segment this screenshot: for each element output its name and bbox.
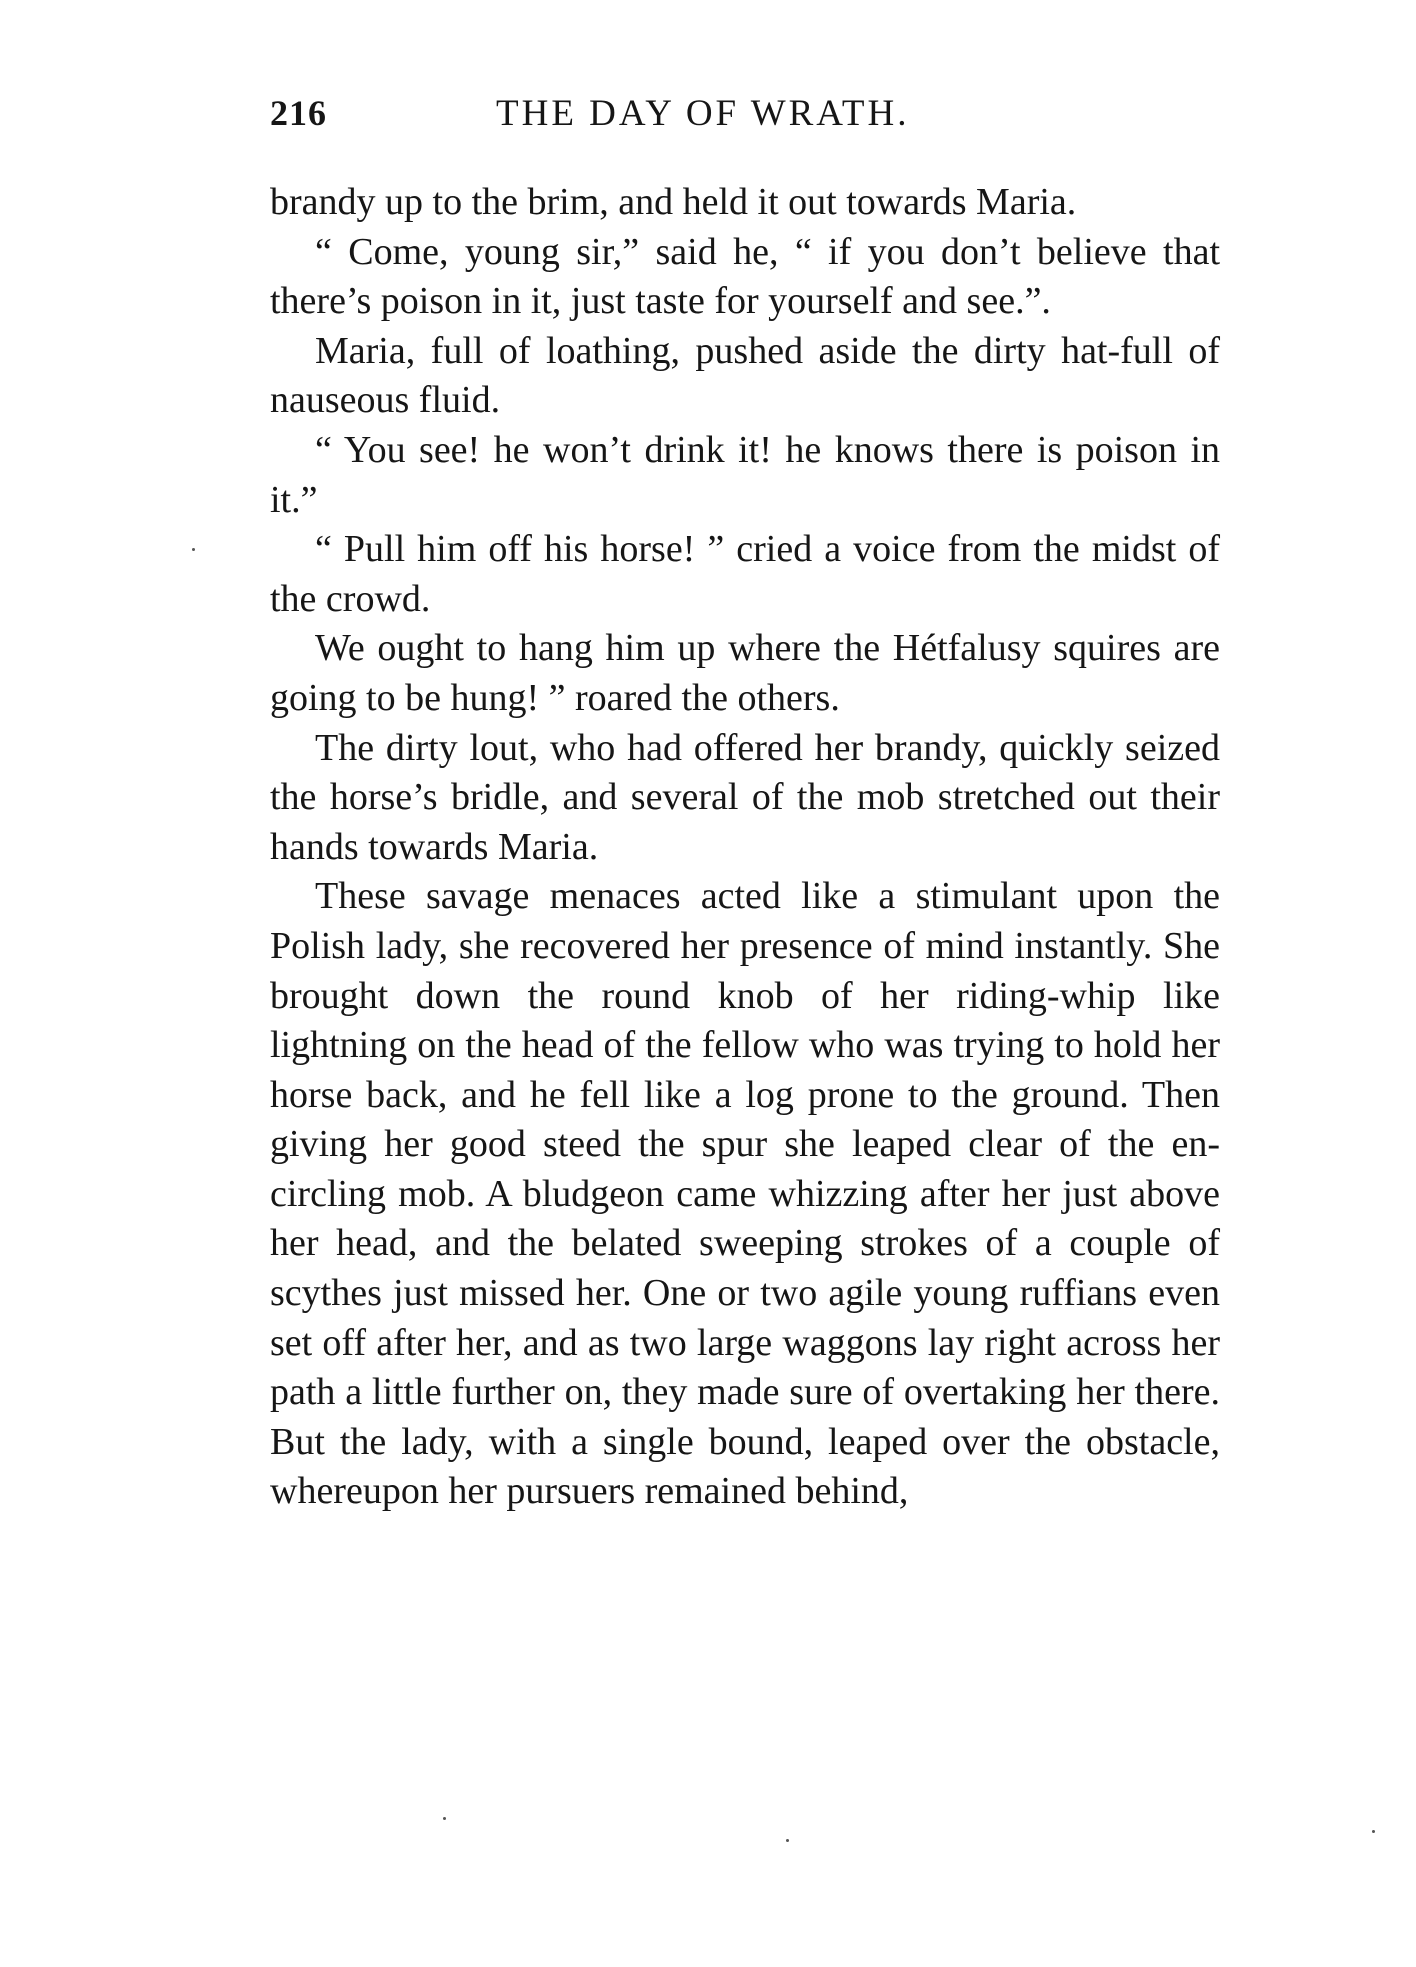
page-number: 216 [270,93,327,133]
body-text [270,178,1220,1517]
paragraph: “ Come, young sir,” said he, “ if you don’t believe that there’s poison in it, just taste for yourself and see.”. [270,230,1220,323]
paragraph: We ought to hang him up where the Hétfalusy squires are going to be hung! ” roared the others. [270,627,1220,719]
scan-speck [786,1839,789,1842]
paragraph: Maria, full of loathing, pushed aside the dirty hat-full of nauseous fluid. [270,329,1220,422]
running-head [270,92,1220,152]
paragraph: These savage menaces acted like a stimulant upon the Polish lady, she recovered her presence of mind instantly. She brought down the round knob of her riding-whip like lightning on the head of the fellow who was trying to hold her horse back, and he fell like a log prone to the ground. Then giving her good steed the spur she leaped clear of the en-circling mob. A bludgeon came whizzing after her just above her head, and the belated sweeping strokes of a couple of scythes just missed her. One or two agile young ruffians even set off after her, and as two large waggons lay right across her path a little further on, they made sure of overtaking her there. But the lady, with a single bound, leaped over the obstacle, whereupon her pursuers remained behind, [270,875,1220,1513]
paragraph: The dirty lout, who had offered her brandy, quickly seized the horse’s bridle, and several of the mob stretched out their hands towards Maria. [270,726,1220,868]
scan-speck [443,1817,446,1820]
paragraph: “ You see! he won’t drink it! he knows there is poison in it.” [270,428,1220,521]
paragraph: “ Pull him off his horse! ” cried a voice from the midst of the crowd. [270,528,1220,620]
running-title: THE DAY OF WRATH. [496,93,910,134]
scan-speck [192,548,195,551]
scan-speck [1372,1830,1375,1833]
paragraph: brandy up to the brim, and held it out towards Maria. [270,181,1077,223]
